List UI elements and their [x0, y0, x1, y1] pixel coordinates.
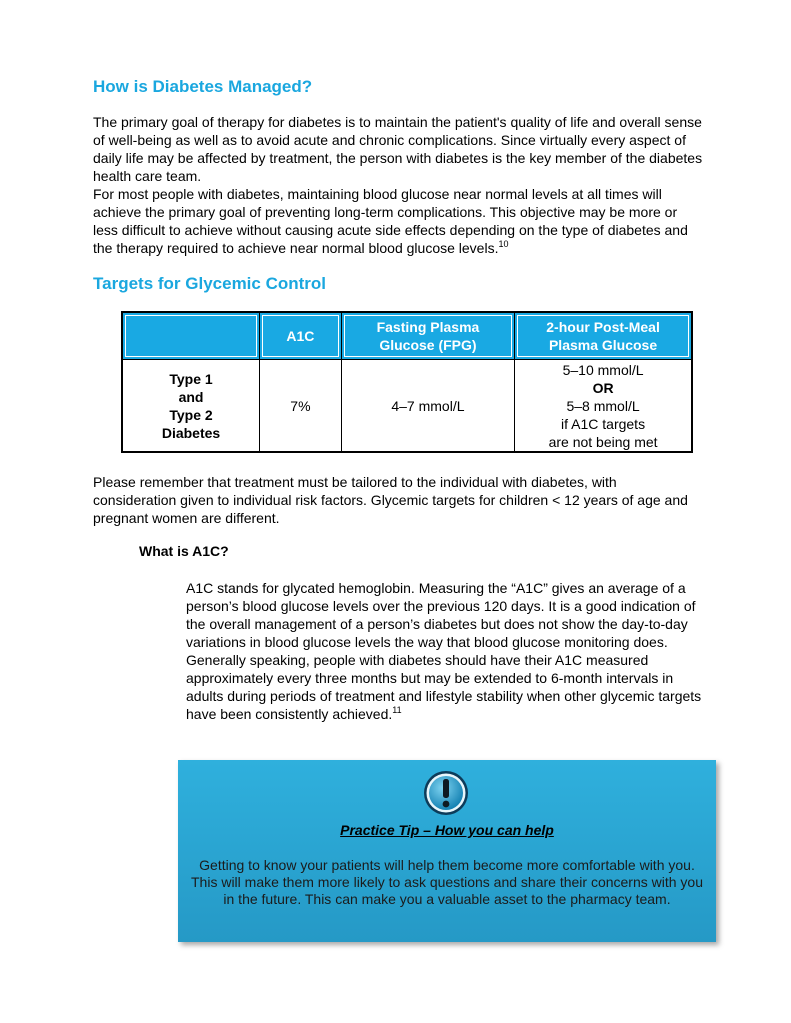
header-empty — [122, 312, 260, 360]
practice-tip-title: Practice Tip – How you can help — [340, 822, 554, 838]
cell-type-line: and — [178, 388, 204, 405]
header-a1c: A1C — [260, 312, 342, 360]
exclamation-icon — [423, 770, 469, 816]
table-header-row — [122, 312, 692, 360]
paragraph-blood-glucose — [93, 185, 703, 257]
subheading-what-is-a1c: What is A1C? — [139, 543, 229, 559]
cell-type-line: Type 1 — [169, 370, 213, 387]
cell-post-meal-line: if A1C targets — [561, 415, 646, 432]
cell-type-line: Diabetes — [161, 424, 221, 441]
header-post-meal-line2: Plasma Glucose — [548, 337, 658, 353]
reference-10: 10 — [498, 239, 509, 249]
cell-a1c-value: 7% — [260, 360, 342, 453]
cell-post-meal-line: 5–10 mmol/L — [562, 361, 644, 378]
cell-post-meal-or: OR — [592, 379, 614, 396]
paragraph-a1c-definition — [186, 579, 704, 723]
paragraph-individual-targets: Please remember that treatment must be tailored to the individual with diabetes, with consideration given to individual risk factors. Glycemic targets for children < 12 years of age and pregnant women are different. — [93, 474, 688, 526]
cell-diabetes-type — [122, 360, 260, 453]
cell-fpg-value: 4–7 mmol/L — [341, 360, 514, 453]
glycemic-targets-table — [121, 311, 693, 453]
cell-post-meal-value — [515, 360, 692, 453]
paragraph-blood-glucose-text: For most people with diabetes, maintaining blood glucose near normal levels at all times will achieve the primary goal of preventing long-term complications. This objective may be more or less difficult to achieve without causing acute side effects depending on the type of diabetes and the therapy required to achieve near normal blood glucose levels. — [93, 186, 688, 256]
paragraph-a1c-text: A1C stands for glycated hemoglobin. Measuring the “A1C” gives an average of a person’s blood glucose levels over the previous 120 days. It is a good indication of the overall management of a person’s diabetes but does not show the day-to-day variations in blood glucose levels the way that blood glucose monitoring does. Generally speaking, people with diabetes should have their A1C measured approximately every three months but may be extended to 6-month intervals in adults during periods of treatment and lifestyle stability when other glycemic targets have been consistently achieved. — [186, 580, 702, 722]
cell-type-line: Type 2 — [169, 406, 213, 423]
heading-targets-glycemic-control: Targets for Glycemic Control — [93, 274, 327, 293]
header-fpg-line2: Glucose (FPG) — [379, 337, 477, 353]
heading-how-is-diabetes-managed: How is Diabetes Managed? — [93, 77, 313, 96]
practice-tip-text: Getting to know your patients will help them become more comfortable with you. This will make them more likely to ask questions and share their concerns with you in the future. This can make you a valuable asset to the pharmacy team. — [191, 857, 703, 907]
table-row — [122, 360, 692, 453]
paragraph-therapy-goal: The primary goal of therapy for diabetes is to maintain the patient's quality of life and overall sense of well-being as well as to avoid acute and chronic complications. Since virtually every aspect of daily life may be affected by treatment, the person with diabetes is the key member of the diabetes health care team. — [93, 114, 703, 184]
header-post-meal — [515, 312, 692, 360]
cell-post-meal-line: 5–8 mmol/L — [566, 397, 640, 414]
reference-11: 11 — [392, 705, 402, 715]
cell-post-meal-line: are not being met — [548, 433, 658, 450]
header-fpg-line1: Fasting Plasma — [376, 319, 480, 335]
header-fpg — [341, 312, 514, 360]
header-post-meal-line1: 2-hour Post-Meal — [546, 319, 660, 335]
practice-tip-box — [178, 760, 716, 942]
